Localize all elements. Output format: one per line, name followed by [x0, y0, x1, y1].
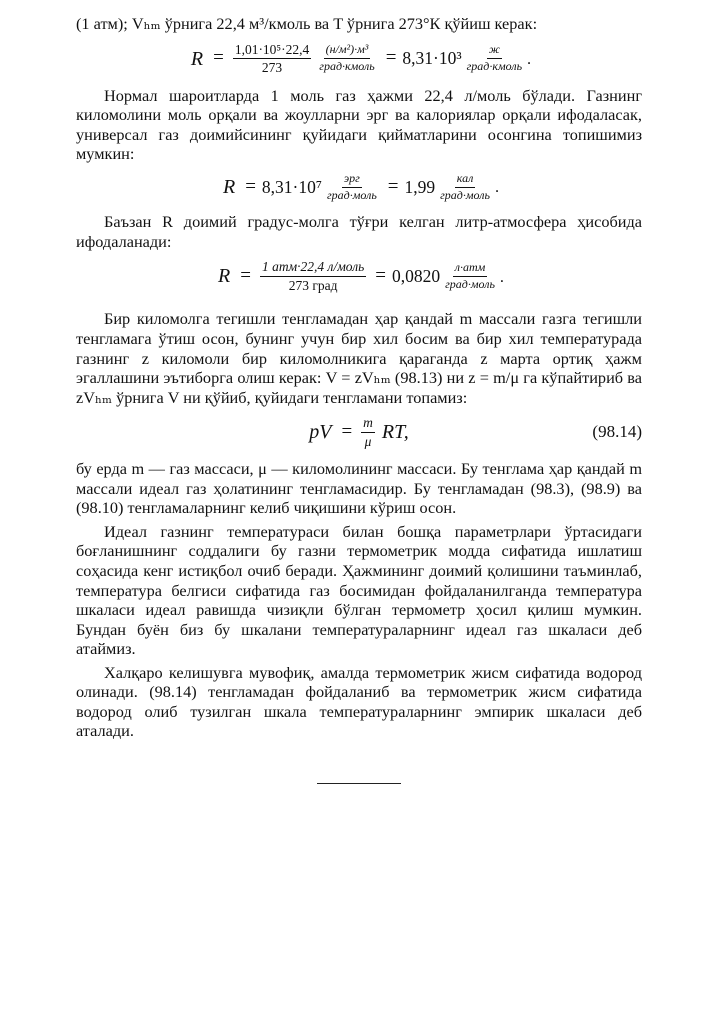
paragraph-intro: (1 атм); Vₕₘ ўрнига 22,4 м³/кмоль ва T ўрнига 273°К қўйиш керак:: [76, 14, 538, 33]
equation-r-erg-cal: R = 8,31·10⁷ $\frac{\text{эрг}}{\text{град·моль}}$ = 1,99 $\frac{\text{кал}}{\text{град·моль}}$ .: [222, 170, 500, 202]
eq4-lhs: pV: [309, 421, 332, 444]
end-of-section-rule: [313, 769, 405, 789]
equation-number: (98.14): [592, 422, 642, 442]
paragraph-international-agreement: Халқаро келишувга мувофиқ, амалда термометрик жисм сифатида водород олинади. (98.14) тенгламадан фойдаланиб ва термометрик жисм сифатида водород олиб тузилган шкала температураларнинг эмпирик шкаласи деб аталади.: [76, 662, 642, 741]
eq4-rhs: RT,: [381, 421, 409, 444]
equation-r-joule: R = $\frac{\text{1,01·10⁵·22,4}}{273}$ $\frac{\text{(н/м²)·м³}}{\text{град·кмоль}}$ = 8,31·10³ $\frac{ж}{\text{град·кмоль}}$ .: [190, 41, 532, 76]
equation-98-14: pV = $\frac{m}{\mu}$ RT, (98.14): [309, 415, 642, 449]
eq1-lhs: R: [190, 47, 204, 70]
eq4-fraction-m-mu: $\frac{m}{\mu}$: [363, 415, 373, 449]
paragraph-liter-atmosphere: Баъзан R доимий градус-молга тўғри келган литр-атмосфера ҳисобида ифодаланади:: [76, 212, 642, 251]
eq1-fraction-result-units: $\frac{ж}{\text{град·кмоль}}$: [466, 42, 523, 74]
eq3-lhs: R: [218, 265, 231, 288]
eq2-fraction-cal: $\frac{\text{кал}}{\text{град·моль}}$: [440, 170, 490, 202]
eq2-fraction-erg: $\frac{\text{эрг}}{\text{град·моль}}$: [326, 170, 377, 202]
equation-r-liter-atm: R = $\frac{\text{1 атм·22,4 л/моль}}{\text{273 град}}$ = 0,0820 $\frac{\text{л·атм}}{\text{град·моль}}$ .: [218, 259, 504, 293]
paragraph-any-mass: Бир киломолга тегишли тенгламадан ҳар қандай m массали газга тегишли тенгламага ўтиш осон, бунинг учун бир хил босим ва бир хил температурада газнинг z киломоли бир киломолникига қараганда z марта ортиқ ҳажм эгаллашини эътиборга олиш керак: V = zVₕₘ (98.13) ни z = m/μ га кўпайтириб ва zVₕₘ ўрнига V ни қўйиб, қуйидаги тенгламани топамиз:: [76, 309, 642, 407]
paragraph-normal-conditions: Нормал шароитларда 1 моль газ ҳажми 22,4 л/моль бўлади. Газнинг киломолини моль орқали ва жоулларни эрг ва калориялар орқали ифодаласак, универсал газ доимийсининг қуйидаги қийматларини осонгина топишимиз мумкин:: [76, 85, 642, 164]
eq2-value-cal: 1,99: [404, 176, 436, 197]
eq3-value: 0,0820: [391, 265, 441, 286]
paragraph-ideal-gas-thermometer: Идеал газнинг температураси билан бошқа параметрлари ўртасидаги боғланишнинг соддалиги бу газни термометрик модда сифатида ишлатиш соҳасида кенг истиқбол очиб беради. Ҳажмининг доимий қолишини таъминлаб, температура белгиси сифатида газ босимидан фойдаланилганда температура шкаласи идеал равишда чизиқли бўлган термометр ҳосил қилиш мумкин. Бундан буён биз бу шкалани температураларнинг идеал газ шкаласи деб атаймиз.: [76, 521, 642, 659]
eq1-value: 8,31·10³: [402, 48, 462, 69]
eq3-fraction-1: $\frac{\text{1 атм·22,4 л/моль}}{\text{273 град}}$: [261, 259, 365, 293]
page-body: [76, 14, 642, 788]
eq1-fraction-units: $\frac{\text{(н/м²)·м³}}{\text{град·кмоль}}$: [319, 42, 375, 74]
eq1-fraction-1: $\frac{\text{1,01·10⁵·22,4}}{273}$: [234, 41, 310, 76]
end-rule-line: [317, 783, 401, 785]
eq2-value-erg: 8,31·10⁷: [261, 176, 322, 197]
eq3-fraction-units: $\frac{\text{л·атм}}{\text{град·моль}}$: [445, 260, 495, 291]
paragraph-where: бу ерда m — газ массаси, μ — киломолининг массаси. Бу тенглама ҳар қандай m массали идеал газ ҳолатининг тенгламасидир. Бу тенгламадан (98.3), (98.9) ва (98.10) тенгламаларнинг келиб чиқишини кўриш осон.: [76, 459, 642, 518]
eq2-lhs: R: [222, 176, 236, 199]
